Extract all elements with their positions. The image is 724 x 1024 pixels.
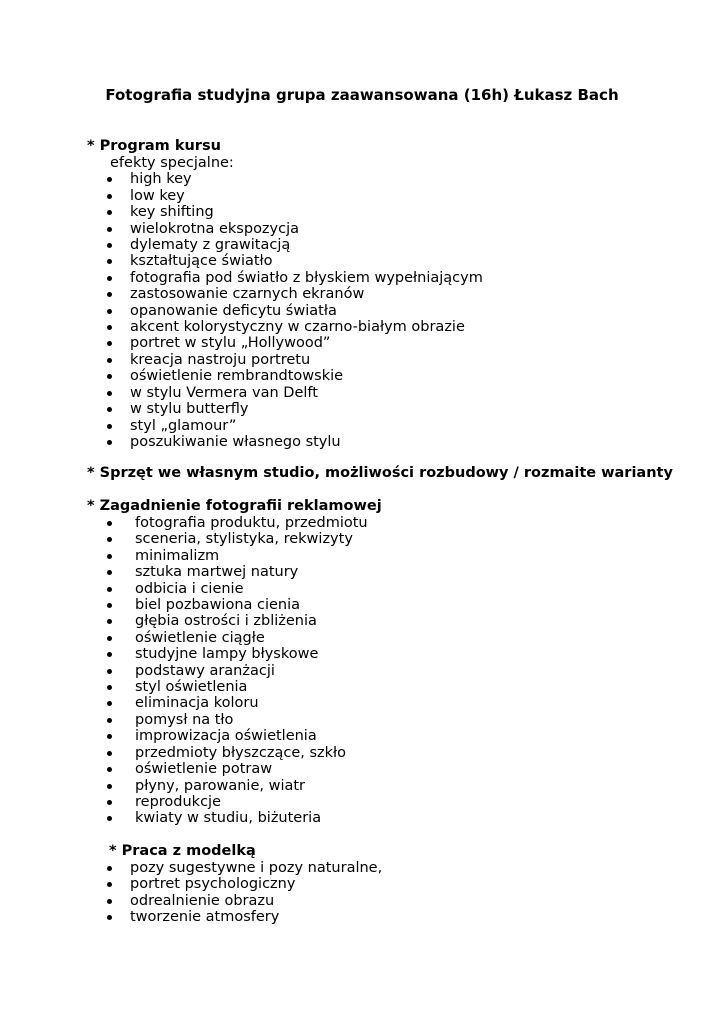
list-item-text: akcent kolorystyczny w czarno-białym obrazie [130, 319, 465, 336]
list-item [0, 401, 724, 417]
list-item-text: odbicia i cienie [135, 580, 244, 597]
list-item-text: sztuka martwej natury [135, 564, 299, 581]
list-item-text: przedmioty błyszczące, szkło [135, 744, 347, 761]
bullet-icon [107, 177, 112, 182]
list-item-text: studyjne lampy błyskowe [135, 646, 319, 663]
bullet-icon [107, 210, 112, 215]
section-program [0, 138, 724, 450]
list-item [0, 663, 724, 679]
bullet-icon [107, 325, 112, 330]
list-item [0, 712, 724, 728]
list-item-text: eliminacja koloru [135, 695, 259, 712]
list-item-text: styl „glamour” [130, 417, 237, 434]
list-item [0, 286, 724, 302]
list-item [0, 613, 724, 629]
bullet-icon [107, 751, 112, 756]
list-item-text: sceneria, stylistyka, rekwizyty [135, 531, 353, 548]
list-item [0, 270, 724, 286]
bullet-icon [107, 800, 112, 805]
list-item [0, 810, 724, 826]
bullet-icon [107, 570, 112, 575]
bullet-icon [107, 194, 112, 199]
bullet-icon [107, 521, 112, 526]
list-item-text: portret psychologiczny [130, 876, 296, 893]
list-item [0, 778, 724, 794]
list-item-text: zastosowanie czarnych ekranów [130, 286, 365, 303]
bullet-icon [107, 866, 112, 871]
bullet-icon [107, 424, 112, 429]
list-item-text: improwizacja oświetlenia [135, 728, 317, 745]
bullet-icon [107, 374, 112, 379]
list-item [0, 761, 724, 777]
list-item-text: pomysł na tło [135, 711, 234, 728]
list-item-text: oświetlenie ciągłe [135, 629, 265, 646]
modelka-list [0, 860, 724, 926]
bullet-icon [107, 652, 112, 657]
list-item [0, 646, 724, 662]
section-modelka [0, 843, 724, 926]
list-item-text: portret w stylu „Hollywood” [130, 335, 331, 352]
list-item [0, 876, 724, 892]
list-item-text: płyny, parowanie, wiatr [135, 777, 306, 794]
list-item-text: pozy sugestywne i pozy naturalne, [130, 860, 383, 876]
list-item-text: podstawy aranżacji [135, 662, 275, 679]
bullet-icon [107, 685, 112, 690]
list-item [0, 434, 724, 450]
list-item [0, 893, 724, 909]
bullet-icon [107, 292, 112, 297]
list-item [0, 385, 724, 401]
list-item-text: biel pozbawiona cienia [135, 597, 301, 614]
list-item-text: fotografia pod światło z błyskiem wypełniającym [130, 269, 483, 286]
list-item [0, 531, 724, 547]
list-item [0, 352, 724, 368]
section-heading-reklama: * Zagadnienie fotografii reklamowej [87, 498, 382, 514]
list-item-text: głębia ostrości i zbliżenia [135, 613, 317, 630]
list-item [0, 515, 724, 531]
list-item [0, 335, 724, 351]
document-title: Fotografia studyjna grupa zaawansowana (16h) Łukasz Bach [105, 86, 619, 104]
reklama-list [0, 515, 724, 827]
list-item-text: kwiaty w studiu, biżuteria [135, 810, 322, 827]
list-item-text: key shifting [130, 204, 214, 221]
bullet-icon [107, 341, 112, 346]
list-item-text: w stylu Vermera van Delft [130, 384, 318, 401]
list-item [0, 794, 724, 810]
list-item [0, 581, 724, 597]
bullet-icon [107, 718, 112, 723]
list-item-text: oświetlenie potraw [135, 761, 273, 778]
bullet-icon [107, 882, 112, 887]
list-item-text: kształtujące światło [130, 253, 273, 270]
bullet-icon [107, 358, 112, 363]
list-item [0, 564, 724, 580]
list-item-text: oświetlenie rembrandtowskie [130, 368, 344, 385]
list-item [0, 253, 724, 269]
list-item [0, 188, 724, 204]
list-item [0, 204, 724, 220]
list-item [0, 909, 724, 925]
bullet-icon [107, 259, 112, 264]
list-item-text: low key [130, 187, 185, 204]
bullet-icon [107, 407, 112, 412]
list-item-text: minimalizm [135, 547, 220, 564]
list-item [0, 548, 724, 564]
list-item-text: tworzenie atmosfery [130, 909, 280, 926]
bullet-icon [107, 636, 112, 641]
list-item-text: wielokrotna ekspozycja [130, 220, 300, 237]
list-item-text: dylematy z grawitacją [130, 237, 291, 254]
section-reklama [0, 498, 724, 827]
bullet-icon [107, 554, 112, 559]
program-list [0, 171, 724, 450]
list-item [0, 630, 724, 646]
bullet-icon [107, 243, 112, 248]
list-item-text: odrealnienie obrazu [130, 892, 275, 909]
list-item [0, 745, 724, 761]
bullet-icon [107, 440, 112, 445]
list-item-text: opanowanie deficytu światła [130, 302, 337, 319]
bullet-icon [107, 669, 112, 674]
bullet-icon [107, 816, 112, 821]
section-sprzet [0, 465, 724, 482]
bullet-icon [107, 619, 112, 624]
list-item [0, 303, 724, 319]
bullet-icon [107, 701, 112, 706]
list-item [0, 171, 724, 187]
bullet-icon [107, 537, 112, 542]
bullet-icon [107, 734, 112, 739]
list-item [0, 597, 724, 613]
list-item [0, 368, 724, 384]
bullet-icon [107, 899, 112, 904]
bullet-icon [107, 767, 112, 772]
bullet-icon [107, 603, 112, 608]
list-item-text: fotografia produktu, przedmiotu [135, 515, 368, 531]
list-item [0, 221, 724, 237]
bullet-icon [107, 587, 112, 592]
list-item-text: w stylu butterfly [130, 401, 249, 418]
list-item [0, 319, 724, 335]
bullet-icon [107, 309, 112, 314]
list-item [0, 695, 724, 711]
section-subheading-effects: efekty specjalne: [110, 155, 234, 171]
list-item [0, 679, 724, 695]
bullet-icon [107, 276, 112, 281]
list-item [0, 728, 724, 744]
bullet-icon [107, 391, 112, 396]
list-item-text: high key [130, 171, 192, 188]
section-heading-sprzet: * Sprzęt we własnym studio, możliwości rozbudowy / rozmaite warianty [87, 465, 673, 481]
section-heading-program: * Program kursu [87, 138, 221, 154]
list-item-text: poszukiwanie własnego stylu [130, 433, 341, 450]
list-item-text: kreacja nastroju portretu [130, 351, 311, 368]
list-item [0, 418, 724, 434]
list-item [0, 860, 724, 876]
bullet-icon [107, 227, 112, 232]
list-item [0, 237, 724, 253]
list-item-text: styl oświetlenia [135, 679, 248, 696]
bullet-icon [107, 915, 112, 920]
bullet-icon [107, 784, 112, 789]
list-item-text: reprodukcje [135, 793, 221, 810]
section-heading-modelka: * Praca z modelką [109, 843, 256, 859]
